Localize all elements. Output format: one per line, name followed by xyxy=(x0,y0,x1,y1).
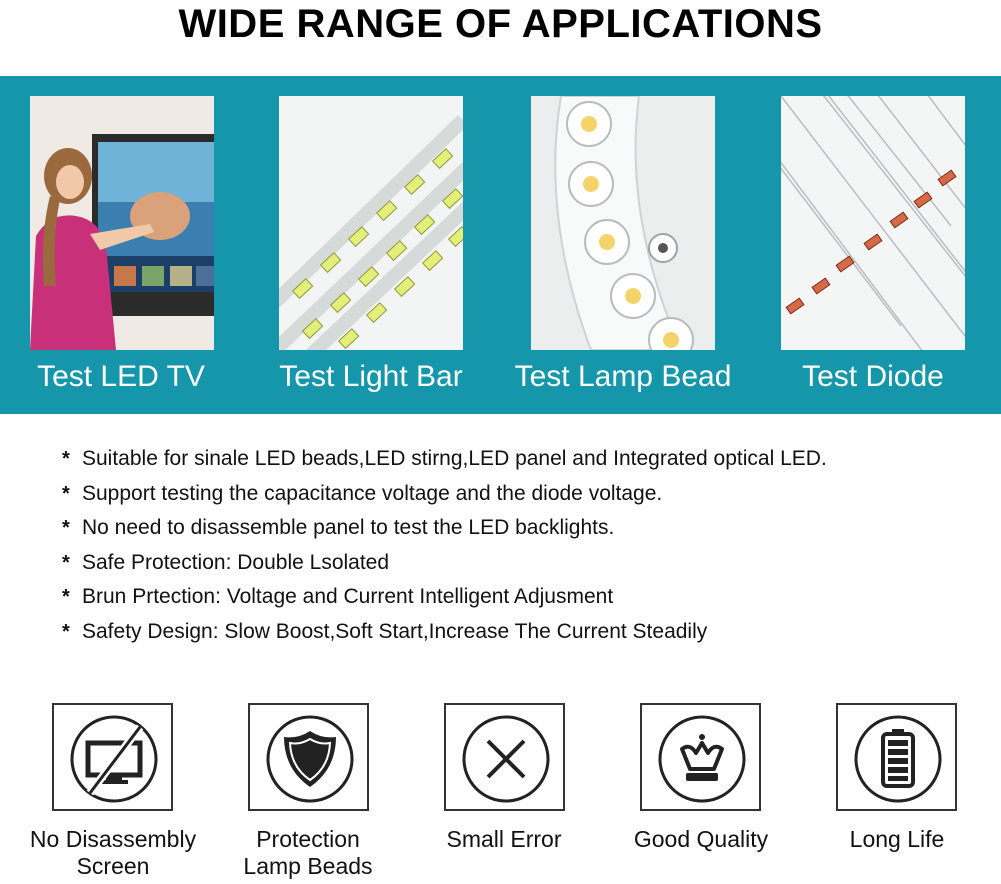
bullet-icon: * xyxy=(62,482,70,505)
feature-text: Brun Prtection: Voltage and Current Intelligent Adjusment xyxy=(82,585,614,609)
lamp-bead-photo xyxy=(531,96,715,350)
badge-label-line1: No Disassembly xyxy=(29,826,197,852)
light-bar-photo xyxy=(279,96,463,350)
app-label-light-bar: Test Light Bar xyxy=(279,360,463,393)
page-title: WIDE RANGE OF APPLICATIONS xyxy=(178,2,823,46)
bullet-icon: * xyxy=(62,448,70,470)
badge-label-line1: Small Error xyxy=(446,826,562,852)
feature-text: Safety Design: Slow Boost,Soft Start,Increase The Current Steadily xyxy=(82,619,708,643)
battery-icon xyxy=(852,713,944,805)
feature-item xyxy=(62,582,982,617)
badge-label xyxy=(404,826,604,853)
diode-photo xyxy=(781,96,965,350)
bullet-icon: * xyxy=(62,517,70,540)
feature-item xyxy=(62,444,982,479)
app-label-lamp-bead: Test Lamp Bead xyxy=(514,360,732,393)
badge-label-line1: Protection xyxy=(256,826,360,852)
feature-item xyxy=(62,479,982,514)
badge-label xyxy=(601,826,801,853)
badge-label xyxy=(13,826,213,880)
led-tv-photo xyxy=(30,96,214,350)
badge-label-line2: Lamp Beads xyxy=(243,853,373,879)
badge-label-line1: Good Quality xyxy=(633,826,769,852)
shield-icon xyxy=(264,713,356,805)
badge-long-life xyxy=(836,703,957,811)
badge-label xyxy=(797,826,997,853)
crown-icon xyxy=(656,713,748,805)
feature-text: Suitable for sinale LED beads,LED stirng,LED panel and Integrated optical LED. xyxy=(82,447,827,470)
x-mark-icon xyxy=(460,713,552,805)
badge-label-line1: Long Life xyxy=(849,826,945,852)
badge-protection xyxy=(248,703,369,811)
feature-text: Safe Protection: Double Lsolated xyxy=(82,550,390,574)
bullet-icon: * xyxy=(62,551,70,574)
bullet-icon: * xyxy=(62,620,70,643)
app-label-diode: Test Diode xyxy=(802,360,944,393)
feature-item xyxy=(62,548,982,583)
app-label-led-tv: Test LED TV xyxy=(37,360,205,393)
feature-text: Support testing the capacitance voltage and the diode voltage. xyxy=(82,481,663,505)
badge-label-line2: Screen xyxy=(76,853,150,879)
badge-label xyxy=(208,826,408,880)
badge-no-disassembly xyxy=(52,703,173,811)
feature-item xyxy=(62,513,982,548)
badge-good-quality xyxy=(640,703,761,811)
bullet-icon: * xyxy=(62,586,70,609)
badge-small-error xyxy=(444,703,565,811)
feature-list xyxy=(62,444,982,652)
feature-item xyxy=(62,617,982,652)
no-screen-icon xyxy=(68,713,160,805)
feature-text: No need to disassemble panel to test the LED backlights. xyxy=(82,516,615,540)
